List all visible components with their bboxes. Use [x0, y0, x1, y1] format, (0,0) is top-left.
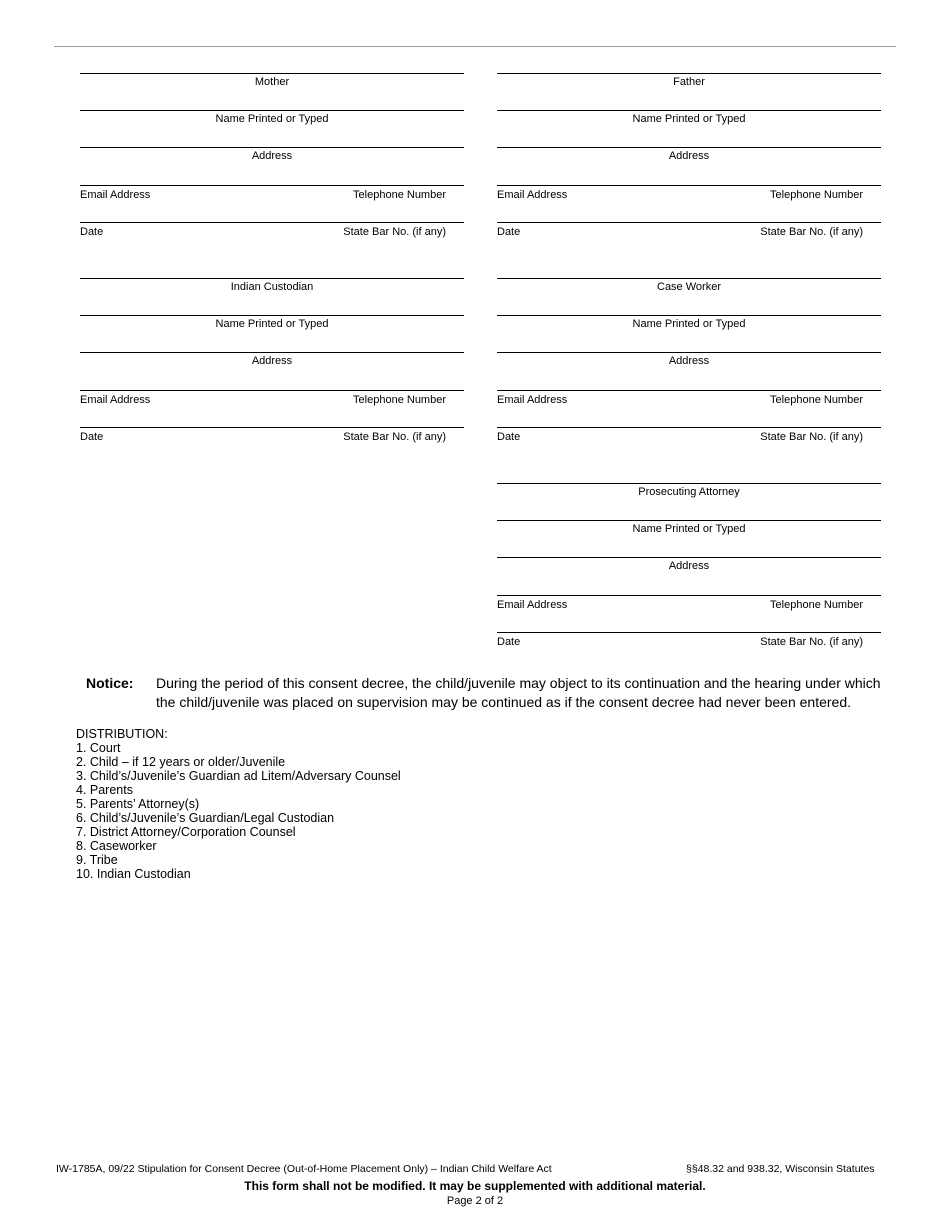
date-label: Date [497, 431, 521, 443]
email-label: Email Address [80, 394, 151, 406]
list-item: 4. Parents [76, 783, 133, 797]
address-label: Address [668, 560, 710, 572]
role-label: Father [673, 76, 705, 88]
distribution-heading: DISTRIBUTION: [76, 727, 168, 741]
name-line[interactable] [497, 110, 881, 127]
date-bar-line[interactable] [497, 222, 881, 239]
name-label: Name Printed or Typed [215, 318, 329, 330]
page-number: Page 2 of 2 [446, 1195, 504, 1207]
name-label: Name Printed or Typed [215, 113, 329, 125]
top-divider [54, 46, 896, 47]
name-line[interactable] [497, 520, 881, 537]
email-label: Email Address [497, 394, 568, 406]
email-phone-line[interactable] [497, 595, 881, 612]
list-item: 9. Tribe [76, 853, 118, 867]
address-line[interactable] [80, 352, 464, 369]
address-label: Address [251, 150, 293, 162]
distribution-list [76, 741, 401, 881]
signature-line[interactable] [497, 278, 881, 295]
list-item: 10. Indian Custodian [76, 867, 191, 881]
notice-text: During the period of this consent decree, the child/juvenile may object to its continuation and the hearing under which the child/juvenile was placed on supervision may be continued as if the consent decree had never been entered. [156, 675, 881, 710]
email-phone-line[interactable] [80, 390, 464, 407]
email-label: Email Address [497, 599, 568, 611]
footer-form-id: IW-1785A, 09/22 Stipulation for Consent Decree (Out-of-Home Placement Only) – Indian Child Welfare Act [56, 1163, 552, 1175]
phone-label: Telephone Number [353, 394, 446, 406]
address-label: Address [251, 355, 293, 367]
bar-label: State Bar No. (if any) [343, 226, 446, 238]
signature-line[interactable] [497, 73, 881, 90]
address-line[interactable] [80, 147, 464, 164]
email-phone-line[interactable] [80, 185, 464, 202]
date-bar-line[interactable] [80, 427, 464, 444]
date-label: Date [497, 226, 521, 238]
address-line[interactable] [497, 147, 881, 164]
role-label: Indian Custodian [230, 281, 314, 293]
phone-label: Telephone Number [353, 189, 446, 201]
date-label: Date [497, 636, 521, 648]
address-label: Address [668, 355, 710, 367]
email-label: Email Address [497, 189, 568, 201]
distribution-section [76, 727, 401, 881]
list-item: 2. Child – if 12 years or older/Juvenile [76, 755, 286, 769]
phone-label: Telephone Number [770, 599, 863, 611]
list-item: 5. Parents’ Attorney(s) [76, 797, 200, 811]
bar-label: State Bar No. (if any) [760, 431, 863, 443]
address-line[interactable] [497, 352, 881, 369]
email-phone-line[interactable] [497, 390, 881, 407]
address-line[interactable] [497, 557, 881, 574]
bar-label: State Bar No. (if any) [760, 636, 863, 648]
phone-label: Telephone Number [770, 189, 863, 201]
list-item: 3. Child’s/Juvenile’s Guardian ad Litem/Adversary Counsel [76, 769, 401, 783]
bar-label: State Bar No. (if any) [343, 431, 446, 443]
email-label: Email Address [80, 189, 151, 201]
name-label: Name Printed or Typed [632, 113, 746, 125]
address-label: Address [668, 150, 710, 162]
role-label: Case Worker [657, 281, 721, 293]
name-label: Name Printed or Typed [632, 523, 746, 535]
list-item: 7. District Attorney/Corporation Counsel [76, 825, 296, 839]
footer-statutes: §§48.32 and 938.32, Wisconsin Statutes [686, 1163, 875, 1175]
phone-label: Telephone Number [770, 394, 863, 406]
bar-label: State Bar No. (if any) [760, 226, 863, 238]
signature-line[interactable] [497, 483, 881, 500]
email-phone-line[interactable] [497, 185, 881, 202]
date-label: Date [80, 431, 104, 443]
name-label: Name Printed or Typed [632, 318, 746, 330]
list-item: 6. Child’s/Juvenile’s Guardian/Legal Custodian [76, 811, 335, 825]
date-bar-line[interactable] [80, 222, 464, 239]
role-label: Mother [254, 76, 290, 88]
name-line[interactable] [80, 110, 464, 127]
name-line[interactable] [80, 315, 464, 332]
notice-label: Notice: [86, 675, 134, 691]
signature-line[interactable] [80, 278, 464, 295]
date-bar-line[interactable] [497, 632, 881, 649]
signature-line[interactable] [80, 73, 464, 90]
name-line[interactable] [497, 315, 881, 332]
footer-warning: This form shall not be modified. It may be supplemented with additional material. [244, 1179, 706, 1193]
date-label: Date [80, 226, 104, 238]
date-bar-line[interactable] [497, 427, 881, 444]
role-label: Prosecuting Attorney [638, 486, 740, 498]
list-item: 8. Caseworker [76, 839, 157, 853]
list-item: 1. Court [76, 741, 121, 755]
